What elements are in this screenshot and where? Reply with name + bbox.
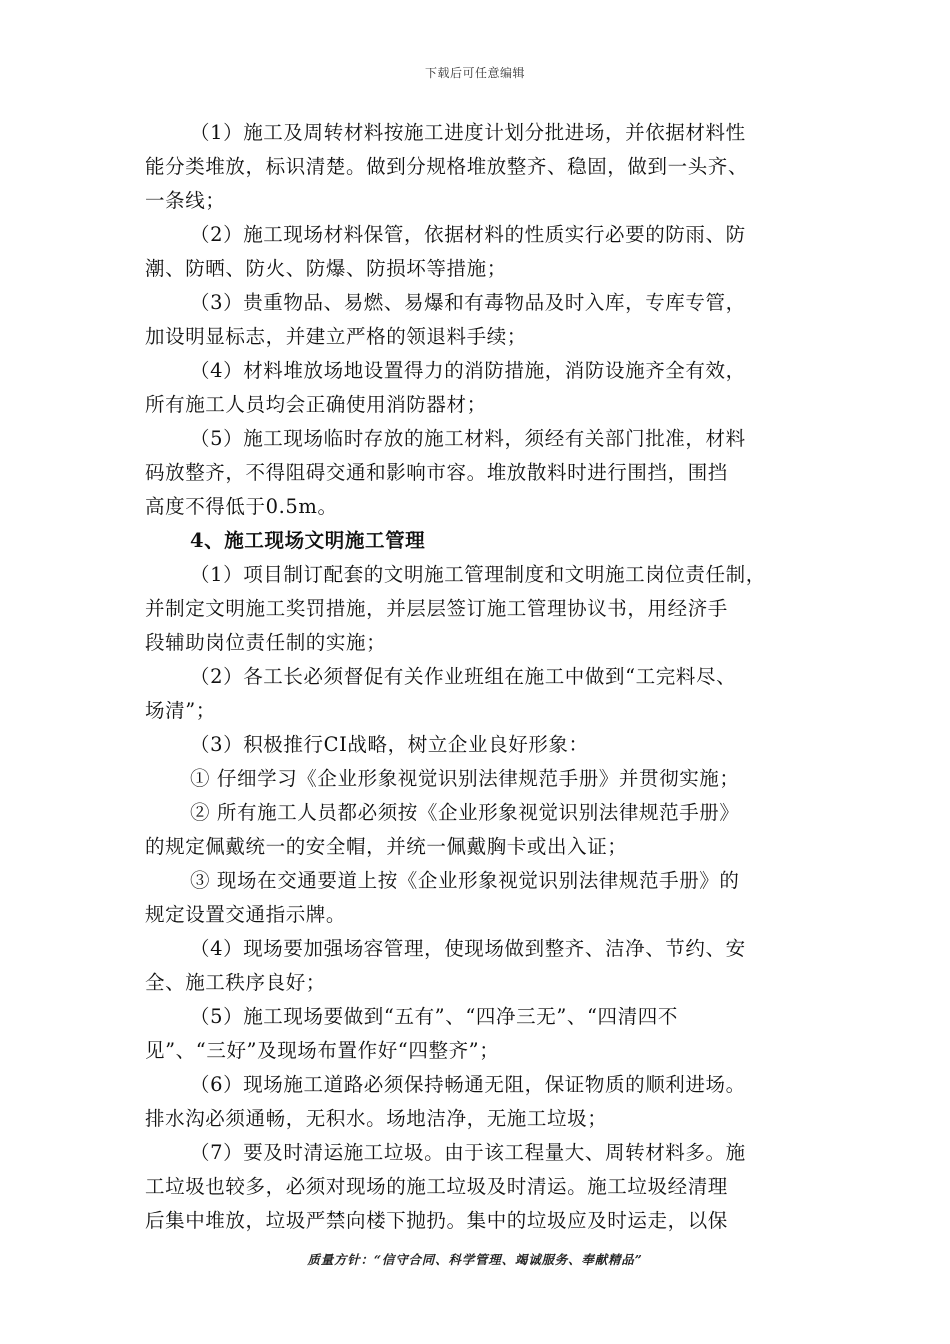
paragraph-line: 段辅助岗位责任制的实施；: [145, 631, 387, 654]
document-body: [145, 116, 835, 1238]
paragraph-line: （1）项目制订配套的文明施工管理制度和文明施工岗位责任制，: [190, 563, 766, 586]
paragraph-line: 加设明显标志，并建立严格的领退料手续；: [145, 325, 527, 348]
paragraph-line: 能分类堆放，标识清楚。做到分规格堆放整齐、稳固，做到一头齐、: [145, 155, 749, 178]
paragraph-line: 场清”；: [145, 699, 216, 722]
page-header: 下载后可任意编辑: [424, 66, 525, 80]
paragraph-line: （3）贵重物品、易燃、易爆和有毒物品及时入库，专库专管，: [190, 291, 746, 314]
paragraph-line: 潮、防晒、防火、防爆、防损坏等措施；: [145, 257, 507, 280]
paragraph-line: （3）积极推行CI战略，树立企业良好形象：: [190, 733, 589, 756]
paragraph-line: （2）各工长必须督促有关作业班组在施工中做到“工完料尽、: [190, 665, 737, 688]
page-footer: 质量方针：“信守合同、科学管理、竭诚服务、奉献精品”: [307, 1252, 643, 1267]
paragraph-line: 并制定文明施工奖罚措施，并层层签订施工管理协议书，用经济手: [145, 597, 728, 620]
paragraph-line: 见”、“三好”及现场布置作好“四整齐”；: [145, 1039, 500, 1062]
paragraph-line: ③ 现场在交通要道上按《企业形象视觉识别法律规范手册》的: [190, 869, 740, 892]
paragraph-line: （6）现场施工道路必须保持畅通无阻，保证物质的顺利进场。: [190, 1073, 746, 1096]
paragraph-line: （1）施工及周转材料按施工进度计划分批进场，并依据材料性: [190, 121, 746, 144]
paragraph-line: 全、施工秩序良好；: [145, 971, 326, 994]
paragraph-line: （5）施工现场要做到“五有”、“四净三无”、“四清四不: [190, 1005, 678, 1028]
paragraph-line: 的规定佩戴统一的安全帽，并统一佩戴胸卡或出入证；: [145, 835, 628, 858]
paragraph-line: 后集中堆放，垃圾严禁向楼下抛扔。集中的垃圾应及时运走，以保: [145, 1209, 728, 1232]
paragraph-line: （2）施工现场材料保管，依据材料的性质实行必要的防雨、防: [190, 223, 746, 246]
paragraph-line: 规定设置交通指示牌。: [145, 903, 347, 926]
paragraph-line: （4）材料堆放场地设置得力的消防措施，消防设施齐全有效，: [190, 359, 746, 382]
paragraph-line: ① 仔细学习《企业形象视觉识别法律规范手册》并贯彻实施；: [190, 767, 740, 790]
section-heading: 4、施工现场文明施工管理: [190, 529, 426, 552]
paragraph-line: （5）施工现场临时存放的施工材料，须经有关部门批准，材料: [190, 427, 746, 450]
paragraph-line: （4）现场要加强场容管理，使现场做到整齐、洁净、节约、安: [190, 937, 746, 960]
paragraph-line: 所有施工人员均会正确使用消防器材；: [145, 393, 487, 416]
paragraph-line: 码放整齐，不得阻碍交通和影响市容。堆放散料时进行围挡，围挡: [145, 461, 728, 484]
paragraph-line: 高度不得低于0.5m。: [145, 495, 338, 518]
paragraph-line: 排水沟必须通畅，无积水。场地洁净，无施工垃圾；: [145, 1107, 608, 1130]
paragraph-line: 工垃圾也较多，必须对现场的施工垃圾及时清运。施工垃圾经清理: [145, 1175, 728, 1198]
paragraph-line: （7）要及时清运施工垃圾。由于该工程量大、周转材料多。施: [190, 1141, 746, 1164]
paragraph-line: 一条线；: [145, 189, 226, 212]
paragraph-line: ② 所有施工人员都必须按《企业形象视觉识别法律规范手册》: [190, 801, 740, 824]
